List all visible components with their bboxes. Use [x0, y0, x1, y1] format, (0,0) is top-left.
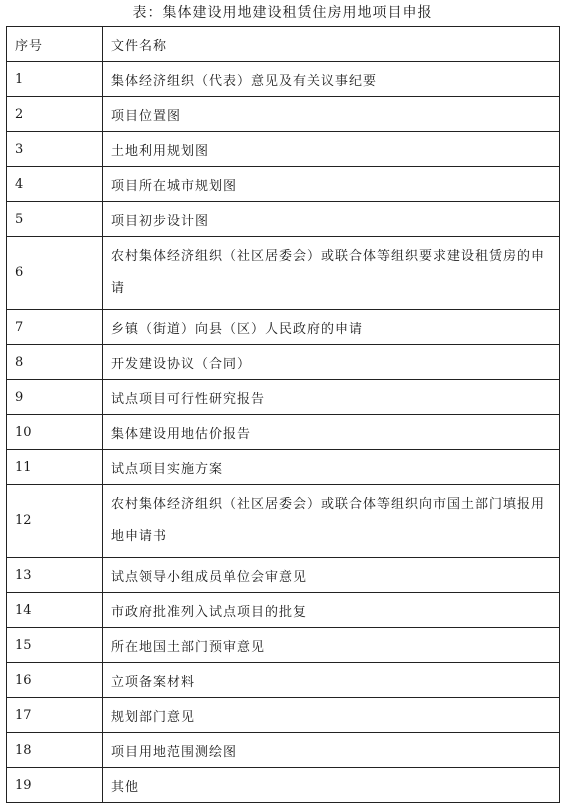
row-number: 10 — [7, 415, 103, 450]
table-title: 表：集体建设用地建设租赁住房用地项目申报 — [132, 5, 433, 21]
table-row — [7, 663, 560, 698]
row-file-name: 试点领导小组成员单位会审意见 — [103, 558, 560, 593]
table-row — [7, 345, 560, 380]
row-file-name: 项目初步设计图 — [103, 202, 560, 237]
row-number: 13 — [7, 558, 103, 593]
row-file-name: 农村集体经济组织（社区居委会）或联合体等组织向市国土部门填报用地申请书 — [103, 485, 560, 558]
row-number: 1 — [7, 62, 103, 97]
table-row — [7, 628, 560, 663]
row-file-name: 立项备案材料 — [103, 663, 560, 698]
table-row — [7, 558, 560, 593]
row-file-name: 试点项目实施方案 — [103, 450, 560, 485]
row-file-name: 项目位置图 — [103, 97, 560, 132]
column-header-file-name: 文件名称 — [103, 27, 560, 62]
row-file-name: 集体经济组织（代表）意见及有关议事纪要 — [103, 62, 560, 97]
row-number: 3 — [7, 132, 103, 167]
table-row — [7, 310, 560, 345]
table-row — [7, 380, 560, 415]
row-number: 16 — [7, 663, 103, 698]
row-file-name: 项目所在城市规划图 — [103, 167, 560, 202]
row-number: 8 — [7, 345, 103, 380]
row-number: 18 — [7, 733, 103, 768]
table-row — [7, 593, 560, 628]
row-number: 17 — [7, 698, 103, 733]
table-row — [7, 698, 560, 733]
row-number: 7 — [7, 310, 103, 345]
document-table — [6, 26, 560, 803]
row-number: 19 — [7, 768, 103, 803]
row-file-name: 市政府批准列入试点项目的批复 — [103, 593, 560, 628]
row-file-name: 试点项目可行性研究报告 — [103, 380, 560, 415]
table-row — [7, 132, 560, 167]
table-row — [7, 768, 560, 803]
row-file-name: 其他 — [103, 768, 560, 803]
table-row — [7, 450, 560, 485]
row-file-name: 土地利用规划图 — [103, 132, 560, 167]
table-row — [7, 202, 560, 237]
table-row — [7, 97, 560, 132]
table-row — [7, 415, 560, 450]
table-row — [7, 237, 560, 310]
table-header-row — [7, 27, 560, 62]
row-number: 6 — [7, 237, 103, 310]
row-number: 5 — [7, 202, 103, 237]
row-number: 15 — [7, 628, 103, 663]
row-number: 12 — [7, 485, 103, 558]
table-row — [7, 167, 560, 202]
column-header-number: 序号 — [7, 27, 103, 62]
row-file-name: 乡镇（街道）向县（区）人民政府的申请 — [103, 310, 560, 345]
row-number: 14 — [7, 593, 103, 628]
row-file-name: 集体建设用地估价报告 — [103, 415, 560, 450]
row-number: 9 — [7, 380, 103, 415]
table-row — [7, 733, 560, 768]
row-number: 2 — [7, 97, 103, 132]
row-file-name: 项目用地范围测绘图 — [103, 733, 560, 768]
row-file-name: 开发建设协议（合同） — [103, 345, 560, 380]
row-file-name: 农村集体经济组织（社区居委会）或联合体等组织要求建设租赁房的申请 — [103, 237, 560, 310]
row-number: 4 — [7, 167, 103, 202]
row-file-name: 规划部门意见 — [103, 698, 560, 733]
table-row — [7, 62, 560, 97]
row-number: 11 — [7, 450, 103, 485]
row-file-name: 所在地国土部门预审意见 — [103, 628, 560, 663]
table-row — [7, 485, 560, 558]
